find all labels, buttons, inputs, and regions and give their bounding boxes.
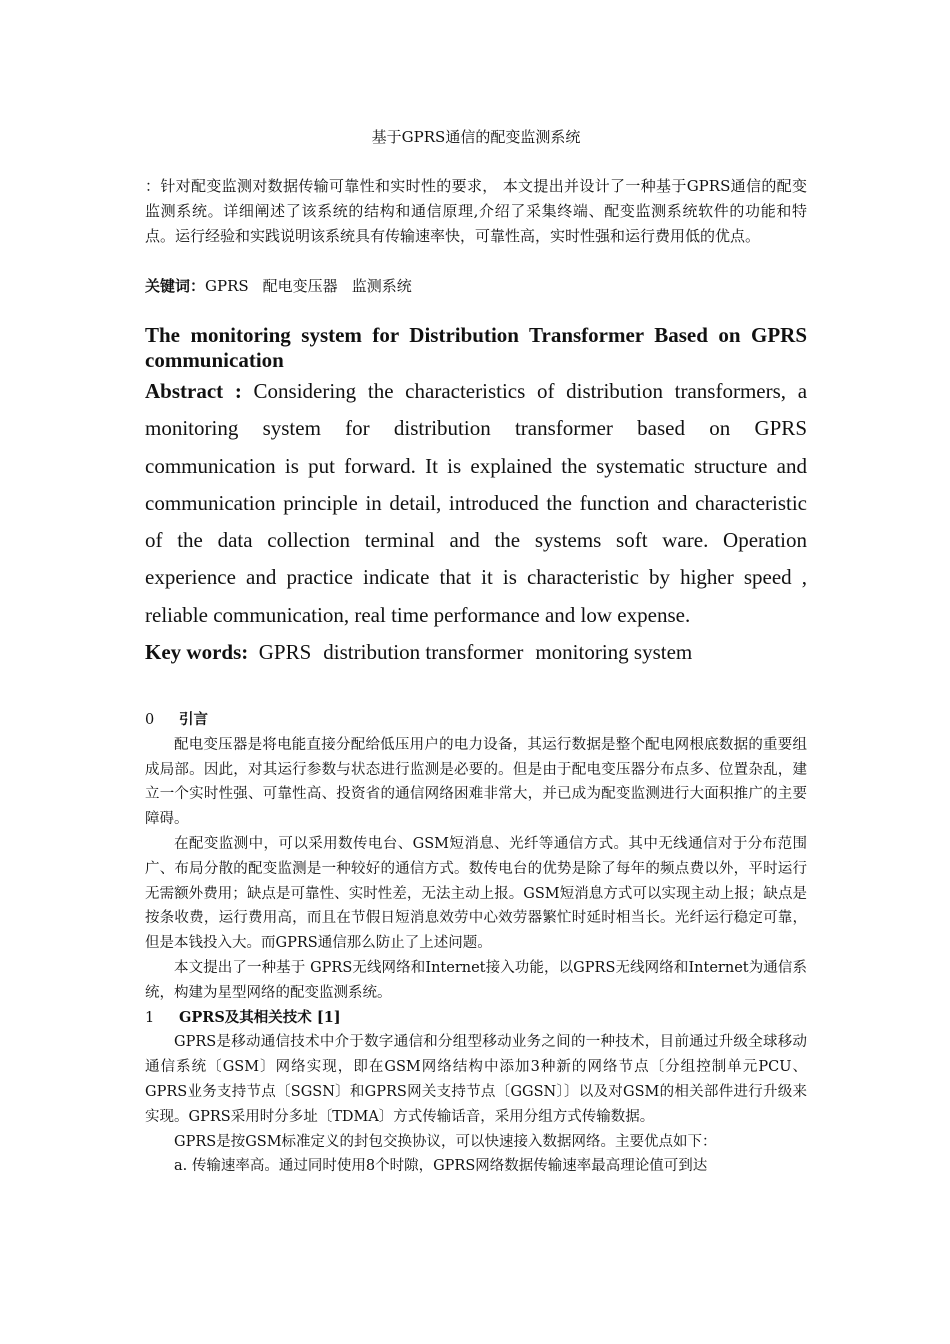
keywords-cn-label: 关键词：	[145, 277, 206, 295]
keywords-cn	[145, 274, 807, 299]
section-title: GPRS及其相关技术 [1]	[179, 1008, 341, 1026]
abstract-en-label: Abstract :	[145, 379, 242, 403]
paragraph: 本文提出了一种基于 GPRS无线网络和Internet接入功能，以GPRS无线网络和Internet为通信系统，构建为星型网络的配变监测系统。	[145, 959, 807, 1001]
section-number: 0	[145, 712, 155, 728]
paragraph: 配电变压器是将电能直接分配给低压用户的电力设备，其运行数据是整个配电网根底数据的重要组成局部。因此，对其运行参数与状态进行监测是必要的。但是由于配电变压器分布点多、位置杂乱，建立一个实时性强、可靠性高、投资省的通信网络困难非常大，并已成为配变监测进行大面积推广的主要障碍。	[145, 736, 807, 828]
section-title: 引言	[179, 711, 208, 728]
keywords-en-label: Key words:	[145, 640, 249, 665]
body-text	[145, 708, 807, 1179]
keyword-cn-item: 监测系统	[351, 277, 412, 295]
section-number: 1	[145, 1009, 155, 1026]
keyword-cn-item: GPRS	[205, 277, 249, 295]
section-0-heading	[145, 708, 807, 733]
english-abstract-block	[145, 323, 807, 671]
paragraph: GPRS是按GSM标准定义的封包交换协议，可以快速接入数据网络。主要优点如下：	[174, 1133, 717, 1150]
page-title-en: The monitoring system for Distribution Transformer Based on GPRS communication	[145, 323, 807, 372]
section-1-heading	[145, 1006, 807, 1031]
abstract-cn: ：针对配变监测对数据传输可靠性和实时性的要求， 本文提出并设计了一种基于GPRS通信的配变监测系统。详细阐述了该系统的结构和通信原理,介绍了采集终端、配变监测系统软件的功能和特点。运行经验和实践说明该系统具有传输速率快，可靠性高，实时性强和运行费用低的优点。	[145, 177, 807, 245]
keyword-cn-item: 配电变压器	[262, 277, 338, 295]
keyword-en-item: monitoring system	[535, 640, 693, 665]
abstract-en	[145, 373, 807, 634]
keywords-en	[145, 634, 807, 671]
page-title-cn: 基于GPRS通信的配变监测系统	[371, 128, 581, 146]
list-item: a. 传输速率高。通过同时使用8个时隙，GPRS网络数据传输速率最高理论值可到达	[174, 1158, 708, 1175]
keyword-en-item: distribution transformer	[323, 640, 524, 665]
keyword-en-item: GPRS	[258, 640, 312, 665]
paragraph: GPRS是移动通信技术中介于数字通信和分组型移动业务之间的一种技术，目前通过升级全球移动通信系统〔GSM〕网络实现，即在GSM网络结构中添加3种新的网络节点〔分组控制单元PCU、GPRS业务支持节点〔SGSN〕和GPRS网关支持节点〔GGSN〕〕以及对GSM的相关部件进行升级来实现。GPRS采用时分多址〔TDMA〕方式传输话音，采用分组方式传输数据。	[145, 1034, 807, 1125]
abstract-en-text: Considering the characteristics of distribution transformers, a monitoring system for distribution transformer based on GPRS communication is put forward. It is explained the systematic structure and communication principle in detail, introduced the function and characteristic of the data collection terminal and the systems soft ware. Operation experience and practice indicate that it is characteristic by higher speed , reliable communication, real time performance and low expense.	[145, 379, 808, 627]
paragraph: 在配变监测中，可以采用数传电台、GSM短消息、光纤等通信方式。其中无线通信对于分布范围广、布局分散的配变监测是一种较好的通信方式。数传电台的优势是除了每年的频点费以外，平时运行无需额外费用；缺点是可靠性、实时性差，无法主动上报。GSM短消息方式可以实现主动上报；缺点是按条收费，运行费用高，而且在节假日短消息效劳中心效劳器繁忙时延时相当长。光纤运行稳定可靠，但是本钱投入大。而GPRS通信那么防止了上述问题。	[145, 835, 807, 952]
